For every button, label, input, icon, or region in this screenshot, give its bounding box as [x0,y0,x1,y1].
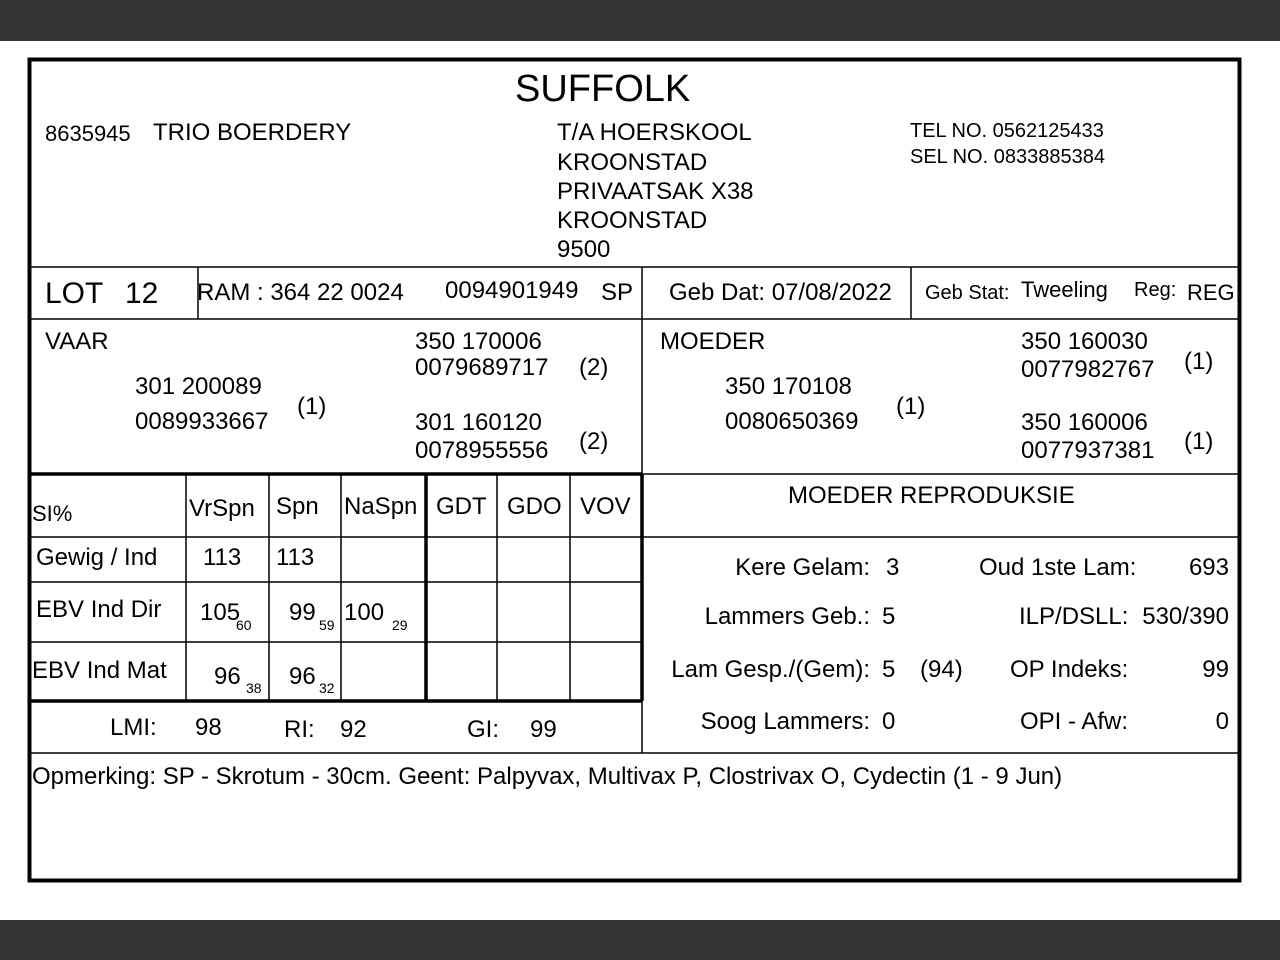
gewig-spn: 113 [276,544,315,571]
ram-id: 0094901949 [445,277,579,304]
lmi-label: LMI: [110,714,157,741]
row-label-ebv-dir: EBV Ind Dir [36,596,162,623]
opi-value: 0 [1215,708,1229,735]
maternal-grandsire-mark: (1) [1184,348,1214,375]
dam-id: 0080650369 [725,408,859,435]
oud-value: 693 [1188,554,1229,581]
reg-value: REG [1187,280,1235,305]
op-value: 99 [1202,656,1229,683]
address-line: KROONSTAD [557,207,708,234]
ri-label: RI: [284,716,315,743]
sire-id: 0089933667 [135,408,269,435]
birth-status-label: Geb Stat: [925,282,1010,304]
sire-mark: (1) [297,393,327,420]
ilp-label: ILP/DSLL: [1019,603,1129,630]
opi-label: OPI - Afw: [1020,708,1129,735]
maternal-granddam-mark: (1) [1184,428,1214,455]
op-label: OP Indeks: [1010,656,1129,683]
ebv-mat-spn: 96 [289,663,316,690]
ebv-dir-naspn: 100 [344,599,385,626]
lot-label: LOT [45,277,104,310]
ebv-dir-spn-accuracy: 59 [319,617,335,633]
sel-number: SEL NO. 0833885384 [910,146,1105,168]
gem-value: (94) [920,656,963,683]
maternal-grandsire-number: 350 160030 [1021,328,1148,355]
paternal-grandsire-number: 350 170006 [415,328,542,355]
ebv-dir-spn: 99 [289,599,316,626]
maternal-granddam-id: 0077937381 [1021,437,1155,464]
gewig-vrspn: 113 [203,544,242,571]
row-label-ebv-mat: EBV Ind Mat [32,657,167,684]
ri-value: 92 [340,716,367,743]
paternal-grandsire-id: 0079689717 [415,354,549,381]
lmi-value: 98 [195,714,222,741]
kere-value: 3 [886,554,900,581]
paternal-granddam-mark: (2) [579,428,609,455]
paternal-grandsire-mark: (2) [579,354,609,381]
dam-number: 350 170108 [725,373,852,400]
ebv-dir-vrspn: 105 [200,599,241,626]
row-label-gewig: Gewig / Ind [36,544,158,571]
lot-number: 12 [125,277,159,310]
maternal-grandsire-id: 0077982767 [1021,356,1155,383]
header-gdt: GDT [436,493,487,520]
gesp-value: 5 [882,656,896,683]
birth-date: Geb Dat: 07/08/2022 [669,279,892,306]
lammers-label: Lammers Geb.: [704,603,870,630]
address-line: 9500 [557,236,611,263]
reg-label: Reg: [1134,279,1177,301]
ilp-value: 530/390 [1142,603,1229,630]
ebv-mat-spn-accuracy: 32 [319,680,335,696]
ebv-dir-vrspn-accuracy: 60 [236,617,252,633]
ram-code: SP [601,279,634,306]
paternal-granddam-number: 301 160120 [415,409,542,436]
maternal-granddam-number: 350 160006 [1021,409,1148,436]
gi-label: GI: [467,716,500,743]
dam-mark: (1) [896,393,926,420]
soog-value: 0 [882,708,896,735]
lammers-value: 5 [882,603,896,630]
gi-value: 99 [530,716,557,743]
breed-title: SUFFOLK [515,68,691,110]
header-si: SI% [32,501,73,526]
repro-title: MOEDER REPRODUKSIE [788,482,1075,509]
header-vrspn: VrSpn [189,495,255,522]
ebv-dir-naspn-accuracy: 29 [392,617,408,633]
header-vov: VOV [580,493,631,520]
header-spn: Spn [276,493,319,520]
breeder-name: TRIO BOERDERY [153,119,352,146]
paternal-granddam-id: 0078955556 [415,437,549,464]
soog-label: Soog Lammers: [700,708,870,735]
address-line: KROONSTAD [557,149,708,176]
ebv-mat-vrspn-accuracy: 38 [246,680,262,696]
ebv-mat-vrspn: 96 [214,663,241,690]
address-line: T/A HOERSKOOL [557,119,752,146]
vaar-label: VAAR [45,328,109,355]
header-naspn: NaSpn [344,493,418,520]
moeder-label: MOEDER [660,328,766,355]
sire-number: 301 200089 [135,373,262,400]
breeder-number: 8635945 [45,121,131,146]
kere-label: Kere Gelam: [735,554,870,581]
tel-number: TEL NO. 0562125433 [910,120,1104,142]
address-line: PRIVAATSAK X38 [557,178,754,205]
header-gdo: GDO [507,493,562,520]
birth-status: Tweeling [1021,277,1108,302]
gesp-label: Lam Gesp./(Gem): [671,656,870,683]
ram-number: RAM : 364 22 0024 [197,279,404,306]
oud-label: Oud 1ste Lam: [979,554,1137,581]
remark-text: Opmerking: SP - Skrotum - 30cm. Geent: Palpyvax, Multivax P, Clostrivax O, Cydectin (1 - 9 Jun) [32,763,1063,790]
